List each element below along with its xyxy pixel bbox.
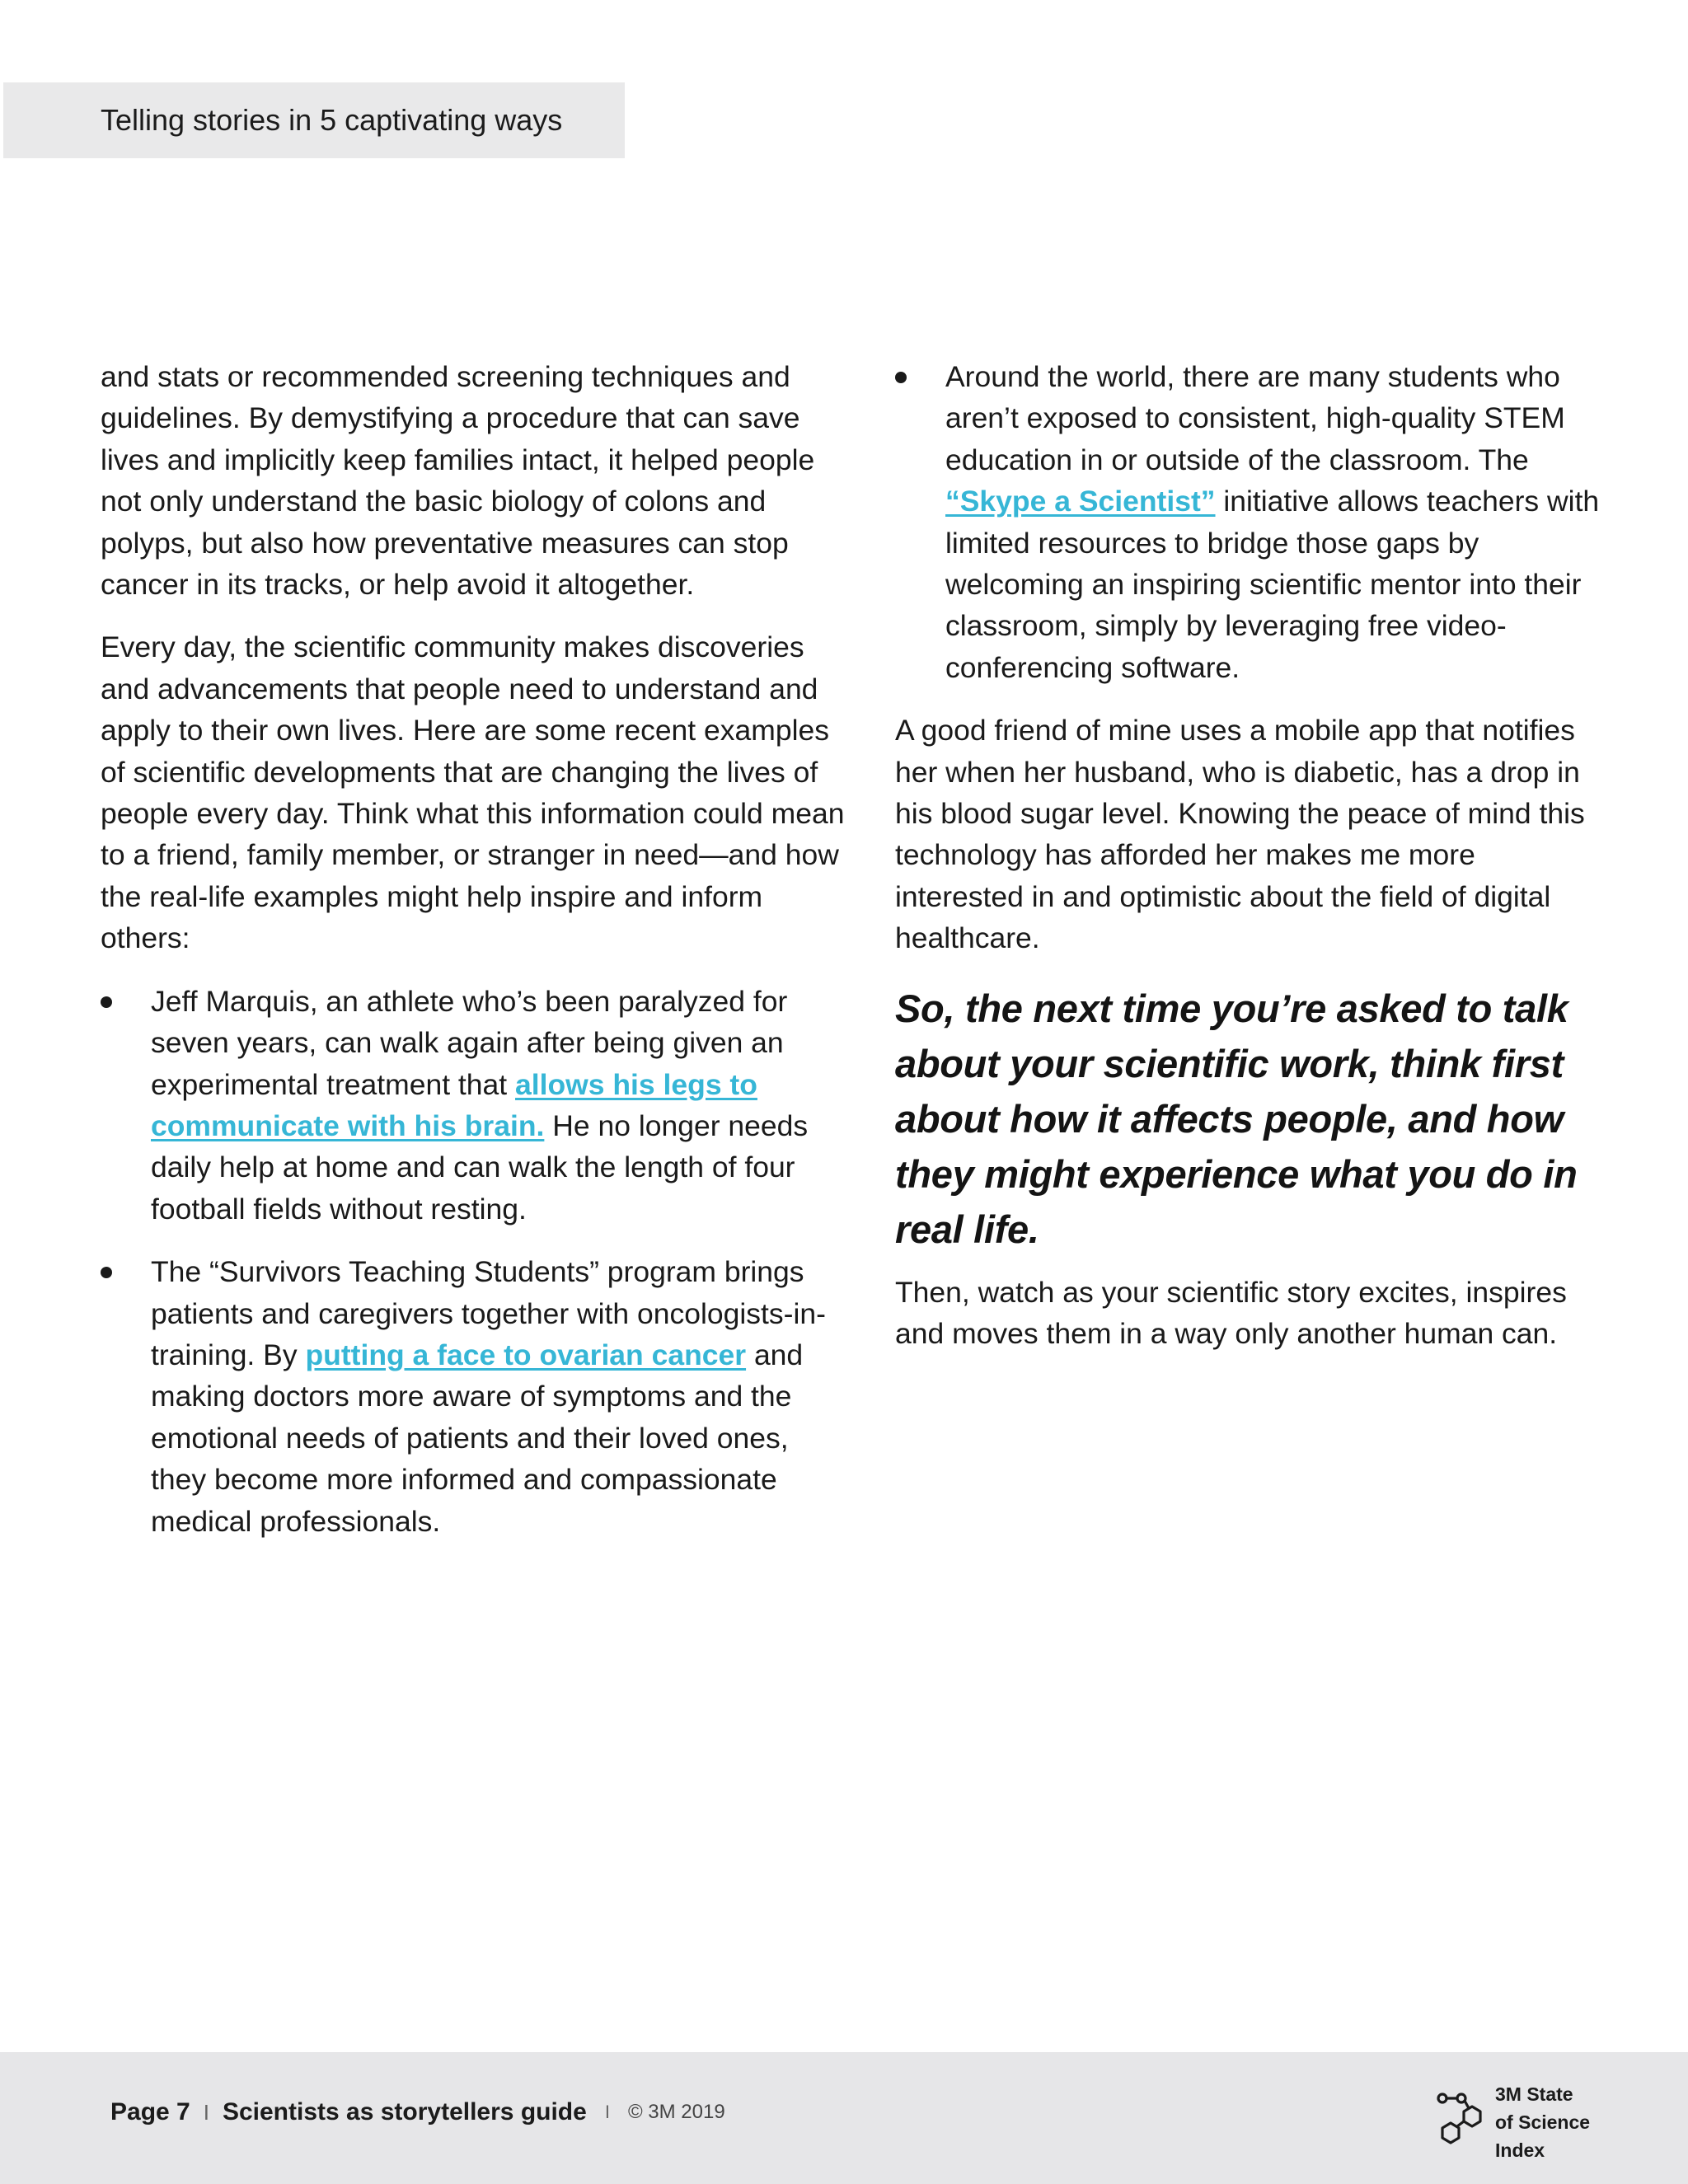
list-item (101, 981, 846, 1230)
pull-quote: So, the next time you’re asked to talk about your scientific work, think first about how it affects people, and how they might experience what you do in real life. (895, 986, 1578, 1251)
paragraph: and stats or recommended screening techniques and guidelines. By demystifying a procedure that can save lives and implicitly keep families intact, it helped people not only understand the basic biology of colons and polyps, but also how preventative measures can stop cancer in its tracks, or help avoid it altogether. (101, 360, 815, 602)
list-item-text: He no longer needs daily help at home and can walk the length of four football fields without resting. (151, 1108, 809, 1226)
bullet-icon (101, 996, 112, 1008)
paragraph: A good friend of mine uses a mobile app that notifies her when her husband, who is diabetic, has a drop in his blood sugar level. Knowing the peace of mind this technology has afforded her makes me more interested in and optimistic about the field of digital healthcare. (895, 714, 1585, 955)
logo-wordmark: 3M State of Science Index (1495, 2083, 1591, 2161)
section-header-tab (3, 82, 625, 158)
left-column (101, 356, 846, 1563)
legs-brain-link[interactable]: allows his legs to communicate with his brain. (151, 1067, 757, 1142)
footer-separator: I (604, 2102, 610, 2122)
molecule-icon (1434, 2092, 1485, 2151)
copyright: © 3M 2019 (627, 2101, 725, 2123)
bullet-icon (895, 372, 907, 383)
skype-a-scientist-link[interactable]: “Skype a Scientist” (945, 485, 1216, 518)
bullet-icon (101, 1267, 112, 1278)
list-item (101, 1251, 846, 1542)
footer-info (110, 2098, 725, 2126)
list-item-text: initiative allows teachers with limited resources to bridge those gaps by welcoming an inspiring scientific mentor into their classroom, simply by leveraging free video-conferencing software. (945, 485, 1600, 684)
section-title: Telling stories in 5 captivating ways (101, 103, 563, 137)
guide-title: Scientists as storytellers guide (222, 2098, 587, 2125)
3m-state-of-science-logo (1434, 2080, 1590, 2164)
list-item (895, 356, 1604, 688)
footer-separator: I (203, 2099, 209, 2125)
paragraph: Then, watch as your scientific story excites, inspires and moves them in a way only another human can. (895, 1275, 1567, 1351)
paragraph: Every day, the scientific community makes discoveries and advancements that people need to understand and apply to their own lives. Here are some recent examples of scientific developments that are changing the lives of people every day. Think what this information could mean to a friend, family member, or stranger in need—and how the real-life examples might help inspire and inform others: (101, 630, 845, 955)
list-item-text: Around the world, there are many students who aren’t exposed to consistent, high-quality STEM education in or outside of the classroom. The (945, 360, 1565, 476)
list-item-text: The “Survivors Teaching Students” program brings patients and caregivers together with oncologists-in-training. By (151, 1255, 826, 1371)
ovarian-cancer-link[interactable]: putting a face to ovarian cancer (305, 1338, 747, 1371)
page-number: Page 7 (110, 2098, 190, 2125)
right-column (895, 356, 1604, 1376)
list-item-text: Jeff Marquis, an athlete who’s been paralyzed for seven years, can walk again after being given an experimental treatment that (151, 984, 788, 1101)
list-item-text: and making doctors more aware of symptoms and the emotional needs of patients and their loved ones, they become more informed and compassionate medical professionals. (151, 1338, 804, 1538)
page-footer (0, 2052, 1688, 2184)
